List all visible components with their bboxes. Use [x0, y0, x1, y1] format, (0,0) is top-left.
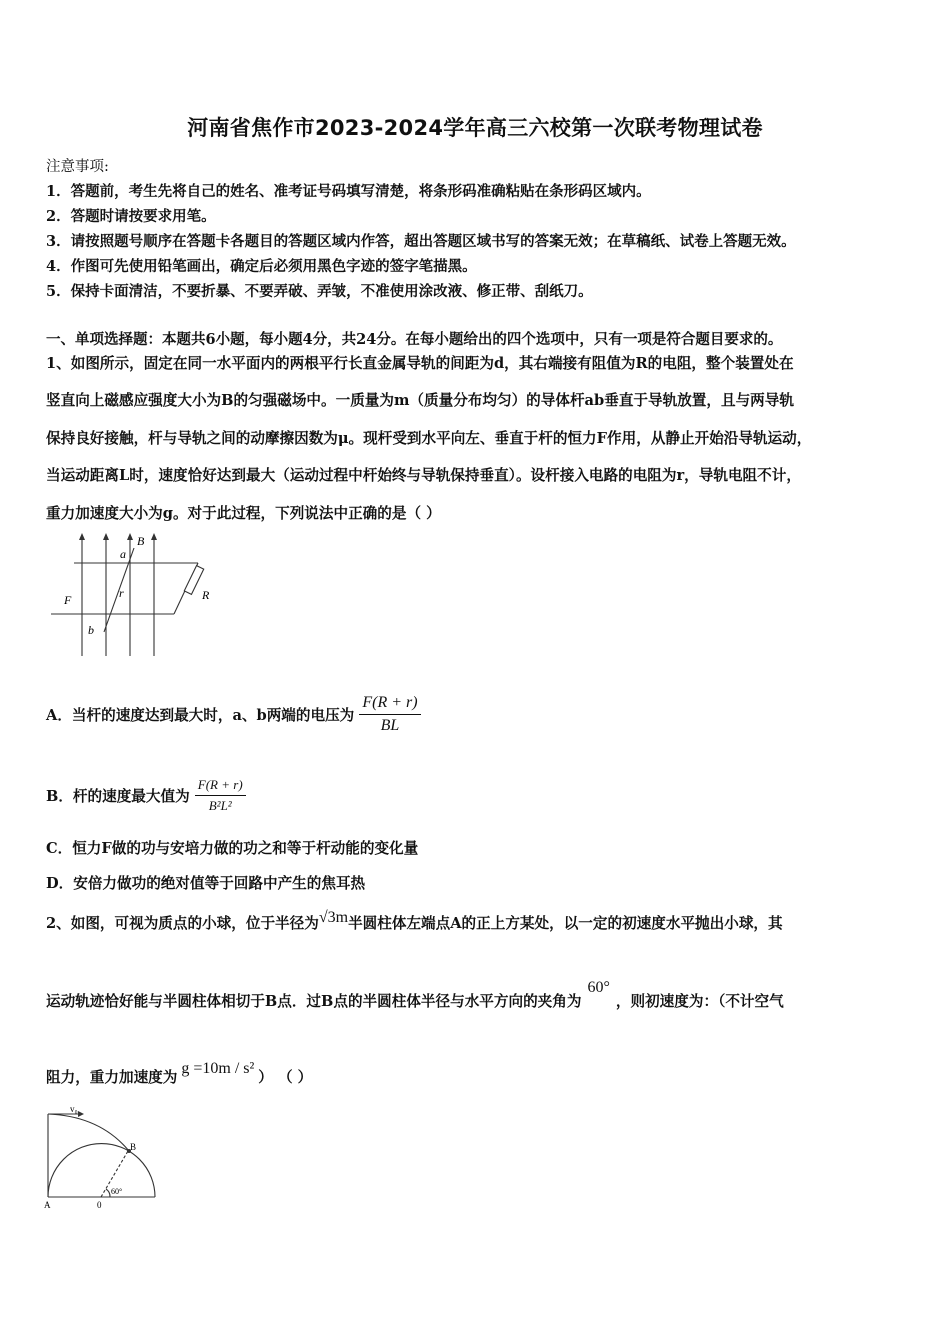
q2-fig-label-v0: v₀ [70, 1104, 78, 1114]
section-heading: 一、单项选择题：本题共6小题，每小题4分，共24分。在每小题给出的四个选项中，只有一项是符合题目要求的。 [46, 331, 783, 348]
q1-option-a [46, 694, 421, 735]
q1-option-b-text: B．杆的速度最大值为 [46, 788, 190, 805]
q2-radius-math: √3m [318, 909, 349, 926]
q2-line-3-end: ） （ ） [258, 1069, 313, 1086]
q2-line-1-end: 半圆柱体左端点A的正上方某处，以一定的初速度水平抛出小球，其 [348, 915, 783, 932]
q1-option-b-numerator: F(R + r) [195, 777, 246, 796]
notice-item-2: 2．答题时请按要求用笔。 [46, 208, 216, 225]
q2-line-2-start: 运动轨迹恰好能与半圆柱体相切于B点．过B点的半圆柱体半径与水平方向的夹角为 [46, 993, 582, 1010]
q1-option-d: D．安倍力做功的绝对值等于回路中产生的焦耳热 [46, 875, 366, 892]
q2-line-3-start: 阻力，重力加速度为 [46, 1069, 178, 1086]
q1-fig-label-R: R [202, 588, 210, 602]
q1-line-3: 保持良好接触，杆与导轨之间的动摩擦因数为μ。现杆受到水平向左、垂直于杆的恒力F作用，从静止开始沿导轨运动， [46, 430, 812, 447]
q1-option-b [46, 777, 246, 814]
q2-line-2 [46, 979, 784, 1011]
q2-gravity-math: g =10m / s² [181, 1060, 255, 1077]
page-title: 河南省焦作市2023-2024学年高三六校第一次联考物理试卷 [187, 116, 763, 140]
notice-heading: 注意事项: [46, 159, 109, 175]
notice-item-1: 1．答题前，考生先将自己的姓名、准考证号码填写清楚，将条形码准确粘贴在条形码区域内。 [46, 183, 651, 200]
q1-option-a-denominator: BL [380, 717, 400, 734]
q1-option-a-text: A．当杆的速度达到最大时，a、b两端的电压为 [46, 707, 355, 724]
q1-line-5: 重力加速度大小为g。对于此过程，下列说法中正确的是（ ） [46, 505, 441, 522]
q1-line-1: 1、如图所示，固定在同一水平面内的两根平行长直金属导轨的间距为d，其右端接有阻值为R的电阻，整个装置处在 [46, 355, 794, 372]
q1-option-a-fraction [359, 694, 420, 735]
q1-fig-label-r: r [119, 586, 124, 600]
notice-item-3: 3．请按照题号顺序在答题卡各题目的答题区域内作答，超出答题区域书写的答案无效；在草稿纸、试卷上答题无效。 [46, 233, 796, 250]
q1-fig-label-a: a [120, 547, 126, 561]
q1-option-b-fraction [195, 777, 246, 814]
q1-option-b-denominator: B²L² [208, 798, 232, 813]
q1-fig-label-F: F [64, 593, 72, 607]
q2-figure [40, 1104, 170, 1214]
q2-fig-label-angle: 60° [111, 1187, 123, 1196]
notice-item-4: 4．作图可先使用铅笔画出，确定后必须用黑色字迹的签字笔描黑。 [46, 258, 477, 275]
q2-angle-math: 60° [587, 979, 610, 996]
q2-line-1 [46, 909, 783, 933]
q1-fig-label-B: B [137, 534, 145, 548]
q1-option-c: C．恒力F做的功与安培力做的功之和等于杆动能的变化量 [46, 840, 419, 857]
q2-line-1-start: 2、如图，可视为质点的小球，位于半径为 [46, 915, 319, 932]
q1-line-2: 竖直向上磁感应强度大小为B的匀强磁场中。一质量为m（质量分布均匀）的导体杆ab垂直于导轨放置，且与两导轨 [46, 392, 794, 409]
q2-fig-label-A: A [44, 1200, 51, 1210]
q2-line-3 [46, 1060, 313, 1087]
q1-figure [46, 530, 226, 660]
notice-item-5: 5．保持卡面清洁，不要折暴、不要弄破、弄皱，不准使用涂改液、修正带、刮纸刀。 [46, 283, 593, 300]
q1-line-4: 当运动距离L时，速度恰好达到最大（运动过程中杆始终与导轨保持垂直）。设杆接入电路的电阻为r，导轨电阻不计， [46, 467, 801, 484]
q1-fig-label-b: b [88, 623, 94, 637]
q2-fig-label-O: 0 [97, 1200, 102, 1210]
q2-fig-label-B: B [130, 1142, 137, 1152]
q2-line-2-end: ，则初速度为：（不计空气 [615, 993, 784, 1010]
q1-option-a-numerator: F(R + r) [359, 694, 420, 715]
